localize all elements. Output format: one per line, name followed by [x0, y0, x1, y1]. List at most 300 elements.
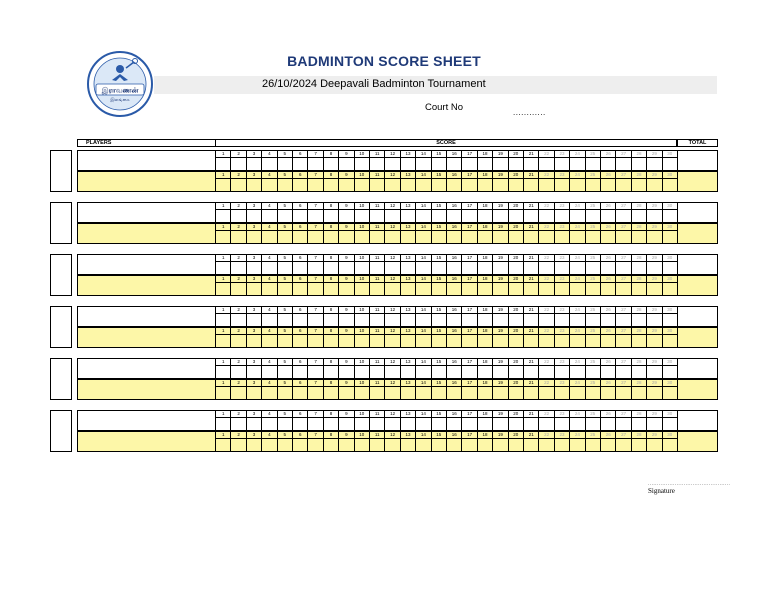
score-cell[interactable]	[569, 306, 584, 327]
score-cell[interactable]	[400, 202, 415, 223]
score-cell[interactable]	[246, 327, 261, 348]
score-cell[interactable]	[538, 275, 553, 296]
score-cell[interactable]	[384, 254, 399, 275]
score-cell[interactable]	[646, 275, 661, 296]
score-cell[interactable]	[354, 223, 369, 244]
score-cell[interactable]	[662, 431, 677, 452]
score-cell[interactable]	[354, 254, 369, 275]
score-cell[interactable]	[492, 327, 507, 348]
score-cell[interactable]	[354, 431, 369, 452]
score-cell[interactable]	[446, 150, 461, 171]
score-cell[interactable]	[246, 410, 261, 431]
score-cell[interactable]	[307, 327, 322, 348]
player-name-field[interactable]	[77, 410, 216, 431]
score-cell[interactable]	[307, 379, 322, 400]
score-cell[interactable]	[477, 254, 492, 275]
score-cell[interactable]	[554, 171, 569, 192]
score-cell[interactable]	[277, 410, 292, 431]
score-cell[interactable]	[323, 150, 338, 171]
score-cell[interactable]	[246, 431, 261, 452]
score-cell[interactable]	[523, 223, 538, 244]
score-cell[interactable]	[461, 431, 476, 452]
score-cell[interactable]	[431, 327, 446, 348]
score-cell[interactable]	[600, 223, 615, 244]
score-cell[interactable]	[354, 202, 369, 223]
score-cell[interactable]	[415, 306, 430, 327]
total-field[interactable]	[677, 223, 718, 244]
total-field[interactable]	[677, 410, 718, 431]
score-cell[interactable]	[492, 410, 507, 431]
score-cell[interactable]	[400, 275, 415, 296]
score-cell[interactable]	[323, 410, 338, 431]
score-cell[interactable]	[292, 254, 307, 275]
score-cell[interactable]	[415, 275, 430, 296]
score-cell[interactable]	[631, 410, 646, 431]
score-cell[interactable]	[277, 275, 292, 296]
score-cell[interactable]	[646, 410, 661, 431]
total-field[interactable]	[677, 275, 718, 296]
score-cell[interactable]	[662, 150, 677, 171]
score-cell[interactable]	[369, 150, 384, 171]
score-cell[interactable]	[585, 223, 600, 244]
score-cell[interactable]	[354, 379, 369, 400]
score-cell[interactable]	[307, 358, 322, 379]
player-name-field[interactable]	[77, 150, 216, 171]
score-cell[interactable]	[523, 358, 538, 379]
score-cell[interactable]	[292, 358, 307, 379]
score-cell[interactable]	[261, 171, 276, 192]
score-cell[interactable]	[477, 223, 492, 244]
score-cell[interactable]	[508, 223, 523, 244]
score-cell[interactable]	[292, 171, 307, 192]
score-cell[interactable]	[631, 379, 646, 400]
score-cell[interactable]	[538, 431, 553, 452]
score-cell[interactable]	[261, 358, 276, 379]
score-cell[interactable]	[492, 358, 507, 379]
score-cell[interactable]	[569, 150, 584, 171]
score-cell[interactable]	[538, 171, 553, 192]
score-cell[interactable]	[631, 306, 646, 327]
score-cell[interactable]	[431, 306, 446, 327]
score-cell[interactable]	[461, 223, 476, 244]
total-field[interactable]	[677, 202, 718, 223]
score-cell[interactable]	[554, 358, 569, 379]
score-cell[interactable]	[600, 306, 615, 327]
score-cell[interactable]	[246, 306, 261, 327]
score-cell[interactable]	[523, 275, 538, 296]
score-cell[interactable]	[215, 327, 230, 348]
score-cell[interactable]	[615, 379, 630, 400]
score-cell[interactable]	[662, 410, 677, 431]
score-cell[interactable]	[646, 358, 661, 379]
score-cell[interactable]	[400, 379, 415, 400]
score-cell[interactable]	[307, 410, 322, 431]
total-field[interactable]	[677, 171, 718, 192]
score-cell[interactable]	[662, 223, 677, 244]
score-cell[interactable]	[508, 379, 523, 400]
score-cell[interactable]	[446, 379, 461, 400]
score-cell[interactable]	[631, 223, 646, 244]
score-cell[interactable]	[538, 202, 553, 223]
total-field[interactable]	[677, 150, 718, 171]
score-cell[interactable]	[354, 150, 369, 171]
score-cell[interactable]	[230, 410, 245, 431]
score-cell[interactable]	[585, 202, 600, 223]
score-cell[interactable]	[600, 254, 615, 275]
player-name-field[interactable]	[77, 223, 216, 244]
score-cell[interactable]	[415, 254, 430, 275]
score-cell[interactable]	[523, 306, 538, 327]
score-cell[interactable]	[307, 223, 322, 244]
score-cell[interactable]	[338, 431, 353, 452]
score-cell[interactable]	[277, 327, 292, 348]
player-name-field[interactable]	[77, 202, 216, 223]
total-field[interactable]	[677, 358, 718, 379]
score-cell[interactable]	[338, 379, 353, 400]
score-cell[interactable]	[477, 150, 492, 171]
score-cell[interactable]	[230, 171, 245, 192]
score-cell[interactable]	[523, 379, 538, 400]
score-cell[interactable]	[415, 431, 430, 452]
score-cell[interactable]	[246, 379, 261, 400]
score-cell[interactable]	[307, 275, 322, 296]
total-field[interactable]	[677, 306, 718, 327]
score-cell[interactable]	[261, 254, 276, 275]
score-cell[interactable]	[354, 327, 369, 348]
score-cell[interactable]	[477, 358, 492, 379]
score-cell[interactable]	[646, 171, 661, 192]
score-cell[interactable]	[631, 327, 646, 348]
score-cell[interactable]	[461, 150, 476, 171]
score-cell[interactable]	[230, 275, 245, 296]
score-cell[interactable]	[615, 327, 630, 348]
score-cell[interactable]	[246, 202, 261, 223]
score-cell[interactable]	[662, 171, 677, 192]
score-cell[interactable]	[446, 306, 461, 327]
score-cell[interactable]	[277, 431, 292, 452]
score-cell[interactable]	[477, 327, 492, 348]
score-cell[interactable]	[230, 150, 245, 171]
score-cell[interactable]	[384, 379, 399, 400]
total-field[interactable]	[677, 327, 718, 348]
score-cell[interactable]	[631, 254, 646, 275]
score-cell[interactable]	[215, 202, 230, 223]
score-cell[interactable]	[431, 223, 446, 244]
score-cell[interactable]	[585, 150, 600, 171]
score-cell[interactable]	[554, 275, 569, 296]
score-cell[interactable]	[230, 379, 245, 400]
score-cell[interactable]	[585, 327, 600, 348]
score-cell[interactable]	[600, 171, 615, 192]
score-cell[interactable]	[492, 150, 507, 171]
score-cell[interactable]	[400, 358, 415, 379]
score-cell[interactable]	[230, 202, 245, 223]
score-cell[interactable]	[662, 306, 677, 327]
score-cell[interactable]	[323, 171, 338, 192]
score-cell[interactable]	[569, 431, 584, 452]
score-cell[interactable]	[338, 306, 353, 327]
score-cell[interactable]	[538, 150, 553, 171]
score-cell[interactable]	[508, 306, 523, 327]
score-cell[interactable]	[477, 171, 492, 192]
score-cell[interactable]	[431, 358, 446, 379]
score-cell[interactable]	[261, 410, 276, 431]
score-cell[interactable]	[354, 306, 369, 327]
score-cell[interactable]	[477, 275, 492, 296]
score-cell[interactable]	[369, 358, 384, 379]
score-cell[interactable]	[631, 358, 646, 379]
score-cell[interactable]	[569, 358, 584, 379]
score-cell[interactable]	[662, 379, 677, 400]
match-number-box[interactable]	[50, 150, 72, 192]
score-cell[interactable]	[461, 379, 476, 400]
score-cell[interactable]	[246, 171, 261, 192]
player-name-field[interactable]	[77, 431, 216, 452]
score-cell[interactable]	[261, 379, 276, 400]
player-name-field[interactable]	[77, 327, 216, 348]
score-cell[interactable]	[461, 327, 476, 348]
player-name-field[interactable]	[77, 306, 216, 327]
total-field[interactable]	[677, 379, 718, 400]
score-cell[interactable]	[446, 223, 461, 244]
score-cell[interactable]	[323, 275, 338, 296]
score-cell[interactable]	[477, 410, 492, 431]
score-cell[interactable]	[307, 150, 322, 171]
score-cell[interactable]	[261, 275, 276, 296]
score-cell[interactable]	[646, 223, 661, 244]
match-number-box[interactable]	[50, 358, 72, 400]
score-cell[interactable]	[569, 379, 584, 400]
score-cell[interactable]	[585, 275, 600, 296]
score-cell[interactable]	[508, 275, 523, 296]
score-cell[interactable]	[492, 202, 507, 223]
score-cell[interactable]	[400, 327, 415, 348]
score-cell[interactable]	[261, 431, 276, 452]
score-cell[interactable]	[646, 306, 661, 327]
score-cell[interactable]	[384, 275, 399, 296]
score-cell[interactable]	[662, 358, 677, 379]
score-cell[interactable]	[554, 410, 569, 431]
score-cell[interactable]	[585, 306, 600, 327]
score-cell[interactable]	[338, 410, 353, 431]
score-cell[interactable]	[477, 431, 492, 452]
score-cell[interactable]	[338, 254, 353, 275]
score-cell[interactable]	[662, 275, 677, 296]
score-cell[interactable]	[246, 275, 261, 296]
total-field[interactable]	[677, 254, 718, 275]
match-number-box[interactable]	[50, 202, 72, 244]
score-cell[interactable]	[384, 202, 399, 223]
score-cell[interactable]	[415, 150, 430, 171]
score-cell[interactable]	[323, 202, 338, 223]
score-cell[interactable]	[492, 431, 507, 452]
score-cell[interactable]	[215, 306, 230, 327]
score-cell[interactable]	[323, 254, 338, 275]
score-cell[interactable]	[554, 254, 569, 275]
score-cell[interactable]	[446, 327, 461, 348]
score-cell[interactable]	[215, 275, 230, 296]
score-cell[interactable]	[662, 202, 677, 223]
score-cell[interactable]	[461, 275, 476, 296]
score-cell[interactable]	[508, 410, 523, 431]
score-cell[interactable]	[230, 358, 245, 379]
score-cell[interactable]	[492, 171, 507, 192]
score-cell[interactable]	[615, 275, 630, 296]
player-name-field[interactable]	[77, 379, 216, 400]
score-cell[interactable]	[554, 223, 569, 244]
score-cell[interactable]	[508, 171, 523, 192]
score-cell[interactable]	[230, 223, 245, 244]
score-cell[interactable]	[215, 150, 230, 171]
score-cell[interactable]	[585, 431, 600, 452]
score-cell[interactable]	[585, 379, 600, 400]
score-cell[interactable]	[384, 171, 399, 192]
score-cell[interactable]	[431, 379, 446, 400]
score-cell[interactable]	[615, 150, 630, 171]
score-cell[interactable]	[646, 379, 661, 400]
score-cell[interactable]	[446, 410, 461, 431]
score-cell[interactable]	[215, 431, 230, 452]
score-cell[interactable]	[400, 223, 415, 244]
score-cell[interactable]	[277, 171, 292, 192]
score-cell[interactable]	[631, 150, 646, 171]
score-cell[interactable]	[400, 150, 415, 171]
score-cell[interactable]	[600, 275, 615, 296]
score-cell[interactable]	[554, 431, 569, 452]
score-cell[interactable]	[215, 223, 230, 244]
score-cell[interactable]	[461, 254, 476, 275]
score-cell[interactable]	[400, 254, 415, 275]
score-cell[interactable]	[523, 254, 538, 275]
score-cell[interactable]	[461, 202, 476, 223]
score-cell[interactable]	[384, 358, 399, 379]
score-cell[interactable]	[323, 327, 338, 348]
court-number-field[interactable]: ............	[513, 108, 546, 117]
score-cell[interactable]	[662, 327, 677, 348]
score-cell[interactable]	[538, 410, 553, 431]
score-cell[interactable]	[369, 327, 384, 348]
score-cell[interactable]	[615, 254, 630, 275]
score-cell[interactable]	[492, 254, 507, 275]
score-cell[interactable]	[230, 254, 245, 275]
score-cell[interactable]	[523, 327, 538, 348]
score-cell[interactable]	[461, 410, 476, 431]
score-cell[interactable]	[431, 275, 446, 296]
match-number-box[interactable]	[50, 306, 72, 348]
score-cell[interactable]	[538, 327, 553, 348]
score-cell[interactable]	[446, 171, 461, 192]
score-cell[interactable]	[477, 202, 492, 223]
score-cell[interactable]	[246, 223, 261, 244]
score-cell[interactable]	[523, 431, 538, 452]
score-cell[interactable]	[538, 358, 553, 379]
score-cell[interactable]	[384, 327, 399, 348]
score-cell[interactable]	[400, 431, 415, 452]
score-cell[interactable]	[523, 410, 538, 431]
player-name-field[interactable]	[77, 358, 216, 379]
score-cell[interactable]	[569, 410, 584, 431]
score-cell[interactable]	[338, 223, 353, 244]
score-cell[interactable]	[292, 202, 307, 223]
score-cell[interactable]	[277, 150, 292, 171]
score-cell[interactable]	[446, 358, 461, 379]
score-cell[interactable]	[384, 150, 399, 171]
score-cell[interactable]	[307, 431, 322, 452]
score-cell[interactable]	[569, 327, 584, 348]
score-cell[interactable]	[446, 275, 461, 296]
score-cell[interactable]	[585, 410, 600, 431]
score-cell[interactable]	[215, 358, 230, 379]
score-cell[interactable]	[323, 379, 338, 400]
score-cell[interactable]	[307, 306, 322, 327]
score-cell[interactable]	[323, 431, 338, 452]
score-cell[interactable]	[415, 410, 430, 431]
score-cell[interactable]	[292, 327, 307, 348]
score-cell[interactable]	[277, 223, 292, 244]
score-cell[interactable]	[369, 275, 384, 296]
score-cell[interactable]	[400, 410, 415, 431]
score-cell[interactable]	[554, 379, 569, 400]
score-cell[interactable]	[508, 327, 523, 348]
score-cell[interactable]	[631, 202, 646, 223]
score-cell[interactable]	[261, 306, 276, 327]
score-cell[interactable]	[538, 254, 553, 275]
score-cell[interactable]	[384, 306, 399, 327]
score-cell[interactable]	[431, 150, 446, 171]
score-cell[interactable]	[354, 410, 369, 431]
score-cell[interactable]	[292, 379, 307, 400]
score-cell[interactable]	[569, 275, 584, 296]
score-cell[interactable]	[600, 431, 615, 452]
score-cell[interactable]	[631, 431, 646, 452]
score-cell[interactable]	[369, 223, 384, 244]
player-name-field[interactable]	[77, 275, 216, 296]
score-cell[interactable]	[492, 223, 507, 244]
score-cell[interactable]	[369, 306, 384, 327]
score-cell[interactable]	[600, 150, 615, 171]
score-cell[interactable]	[554, 306, 569, 327]
score-cell[interactable]	[230, 306, 245, 327]
score-cell[interactable]	[215, 254, 230, 275]
score-cell[interactable]	[338, 202, 353, 223]
score-cell[interactable]	[508, 150, 523, 171]
match-number-box[interactable]	[50, 254, 72, 296]
score-cell[interactable]	[323, 223, 338, 244]
score-cell[interactable]	[354, 275, 369, 296]
score-cell[interactable]	[354, 171, 369, 192]
score-cell[interactable]	[292, 223, 307, 244]
total-field[interactable]	[677, 431, 718, 452]
score-cell[interactable]	[615, 202, 630, 223]
score-cell[interactable]	[307, 202, 322, 223]
score-cell[interactable]	[461, 171, 476, 192]
score-cell[interactable]	[415, 379, 430, 400]
score-cell[interactable]	[230, 431, 245, 452]
score-cell[interactable]	[662, 254, 677, 275]
score-cell[interactable]	[384, 223, 399, 244]
score-cell[interactable]	[600, 410, 615, 431]
score-cell[interactable]	[277, 202, 292, 223]
score-cell[interactable]	[508, 202, 523, 223]
score-cell[interactable]	[215, 171, 230, 192]
score-cell[interactable]	[646, 150, 661, 171]
score-cell[interactable]	[585, 358, 600, 379]
score-cell[interactable]	[508, 431, 523, 452]
score-cell[interactable]	[369, 254, 384, 275]
score-cell[interactable]	[215, 379, 230, 400]
score-cell[interactable]	[415, 327, 430, 348]
score-cell[interactable]	[569, 223, 584, 244]
